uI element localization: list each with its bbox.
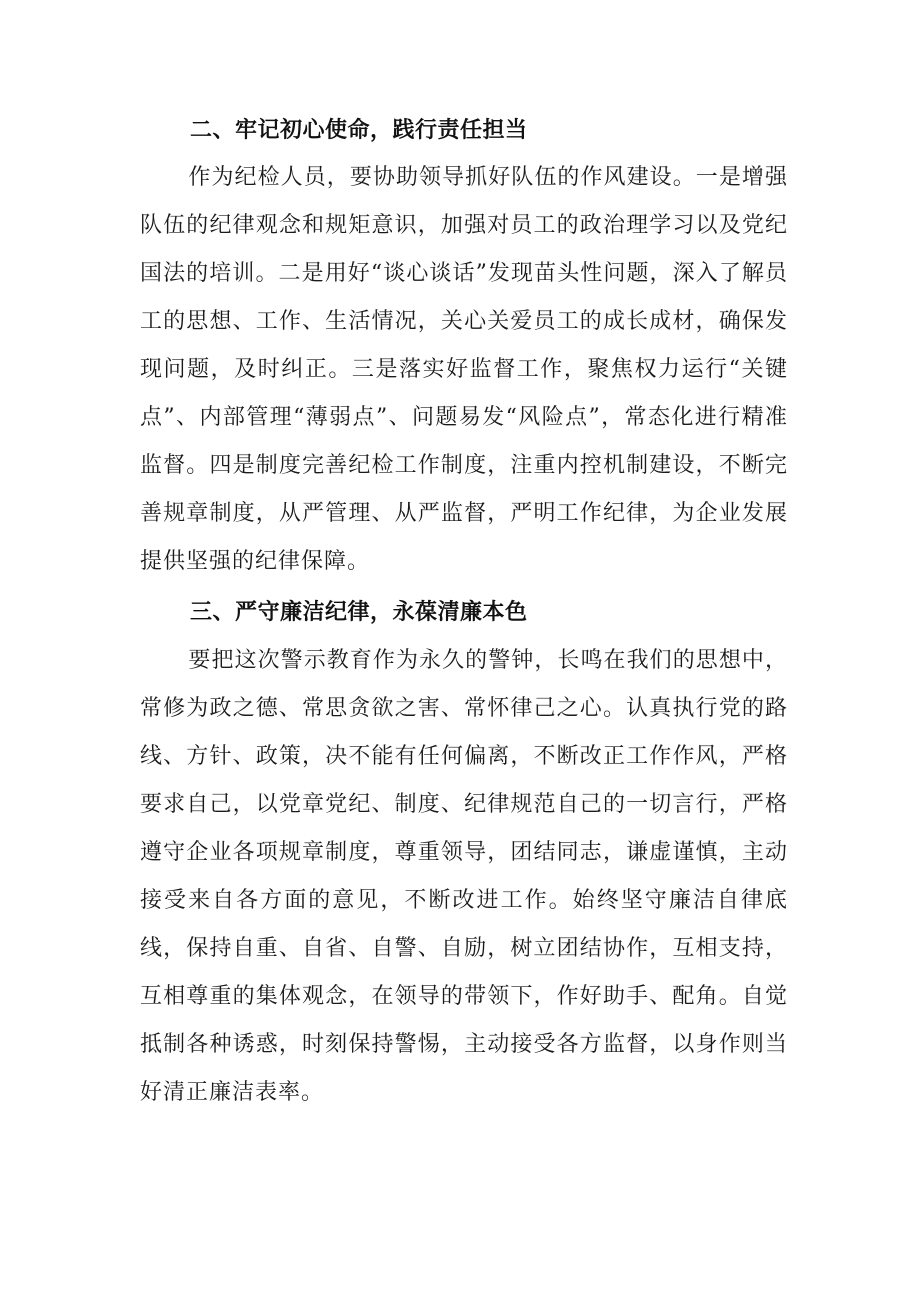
section-3-heading: 三、严守廉洁纪律，永葆清廉本色: [190, 600, 528, 625]
section-2-paragraph: 作为纪检人员，要协助领导抓好队伍的作风建设。一是增强队伍的纪律观念和规矩意识，加强对员工的政治理学习以及党纪国法的培训。二是用好“谈心谈话”发现苗头性问题，深入了解员工的思想、工作、生活情况，关心关爱员工的成长成材，确保发现问题，及时纠正。三是落实好监督工作，聚焦权力运行“关键点”、内部管理“薄弱点”、问题易发“风险点”，常态化进行精准监督。四是制度完善纪检工作制度，注重内控机制建设，不断完善规章制度，从严管理、从严监督，严明工作纪律，为企业发展提供坚强的纪律保障。: [140, 165, 788, 574]
section-3-paragraph: 要把这次警示教育作为永久的警钟，长鸣在我们的思想中，常修为政之德、常思贪欲之害、常怀律己之心。认真执行党的路线、方针、政策，决不能有任何偏离，不断改正工作作风，严格要求自己，以党章党纪、制度、纪律规范自己的一切言行，严格遵守企业各项规章制度，尊重领导，团结同志，谦虚谨慎，主动接受来自各方面的意见，不断改进工作。始终坚守廉洁自律底线，保持自重、自省、自警、自励，树立团结协作，互相支持，互相尊重的集体观念，在领导的带领下，作好助手、配角。自觉抵制各种诱惑，时刻保持警惕，主动接受各方监督，以身作则当好清正廉洁表率。: [140, 648, 788, 1105]
document-body: [140, 112, 788, 1117]
section-2-heading: 二、牢记初心使命，践行责任担当: [190, 118, 528, 143]
